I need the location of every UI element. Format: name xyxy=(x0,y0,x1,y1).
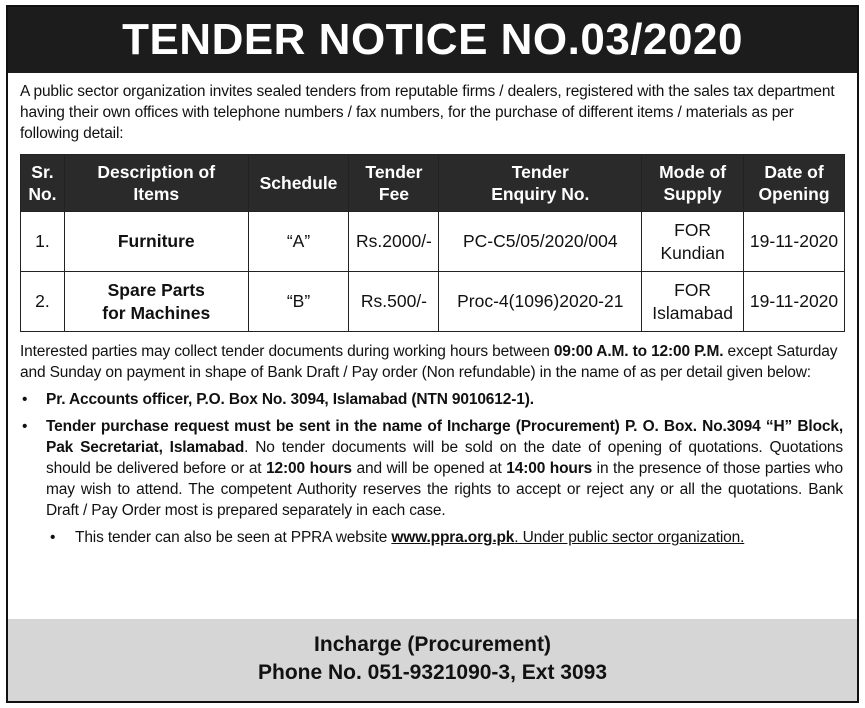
contact-footer xyxy=(8,619,857,701)
cell-date: 19-11-2020 xyxy=(744,212,845,272)
contact-title: Incharge (Procurement) xyxy=(314,633,551,656)
cell-mode: FOR Islamabad xyxy=(642,272,744,332)
cell-fee: Rs.500/- xyxy=(349,272,439,332)
cell-fee: Rs.2000/- xyxy=(349,212,439,272)
list-item: • Tender purchase request must be sent in the name of Incharge (Procurement) P. O. Box. No.3094 “H” Block, Pak Secretariat, Islamabad. No tender documents will be sold on the date of opening of quotations. Quotations should be delivered before or at 12:00 hours and will be opened at 14:00 hours in the presence of those parties who may wish to attend. The competent Authority reserves the rights to accept or reject any or all the quotations. Bank Draft / Pay Order most is prepared separately in each case. xyxy=(22,418,844,519)
cell-description: Spare Parts for Machines xyxy=(64,272,248,332)
col-header-sr: Sr. No. xyxy=(21,155,65,212)
collection-paragraph: Interested parties may collect tender documents during working hours between 09:00 A.M. to 12:00 P.M. except Saturday and Sunday on payment in shape of Bank Draft / Pay order (Non refundable) in the name of as per detail given below: xyxy=(20,343,838,381)
col-header-date: Date of Opening xyxy=(744,155,845,212)
cell-sr: 2. xyxy=(21,272,65,332)
contact-phone: Phone No. 051-9321090-3, Ext 3093 xyxy=(257,661,608,684)
cell-date: 19-11-2020 xyxy=(744,272,845,332)
cell-schedule: “B” xyxy=(248,272,349,332)
cell-description: Furniture xyxy=(64,212,248,272)
table-row xyxy=(21,272,845,332)
col-header-enquiry: Tender Enquiry No. xyxy=(439,155,642,212)
cell-schedule: “A” xyxy=(248,212,349,272)
col-header-schedule: Schedule xyxy=(248,155,349,212)
table-header-row xyxy=(21,155,845,212)
ppra-website-link[interactable]: www.ppra.org.pk xyxy=(391,529,515,546)
list-item: • Pr. Accounts officer, P.O. Box No. 3094, Islamabad (NTN 9010612-1). xyxy=(22,391,534,408)
detail-list xyxy=(8,383,857,548)
cell-enquiry: PC-C5/05/2020/004 xyxy=(439,212,642,272)
intro-paragraph: A public sector organization invites sealed tenders from reputable firms / dealers, registered with the sales tax department having their own offices with telephone numbers / fax numbers, for the purchase of different items / materials as per following detail: xyxy=(20,83,835,142)
notice-title: TENDER NOTICE NO.03/2020 xyxy=(8,7,857,73)
working-hours: 09:00 A.M. to 12:00 P.M. xyxy=(553,343,724,360)
table-row xyxy=(21,212,845,272)
list-item: • This tender can also be seen at PPRA website www.ppra.org.pk. Under public sector organization. xyxy=(50,529,745,546)
cell-sr: 1. xyxy=(21,212,65,272)
cell-enquiry: Proc-4(1096)2020-21 xyxy=(439,272,642,332)
tender-table xyxy=(20,154,845,332)
tender-notice xyxy=(6,5,859,703)
col-header-fee: Tender Fee xyxy=(349,155,439,212)
col-header-description: Description of Items xyxy=(64,155,248,212)
cell-mode: FOR Kundian xyxy=(642,212,744,272)
col-header-mode: Mode of Supply xyxy=(642,155,744,212)
